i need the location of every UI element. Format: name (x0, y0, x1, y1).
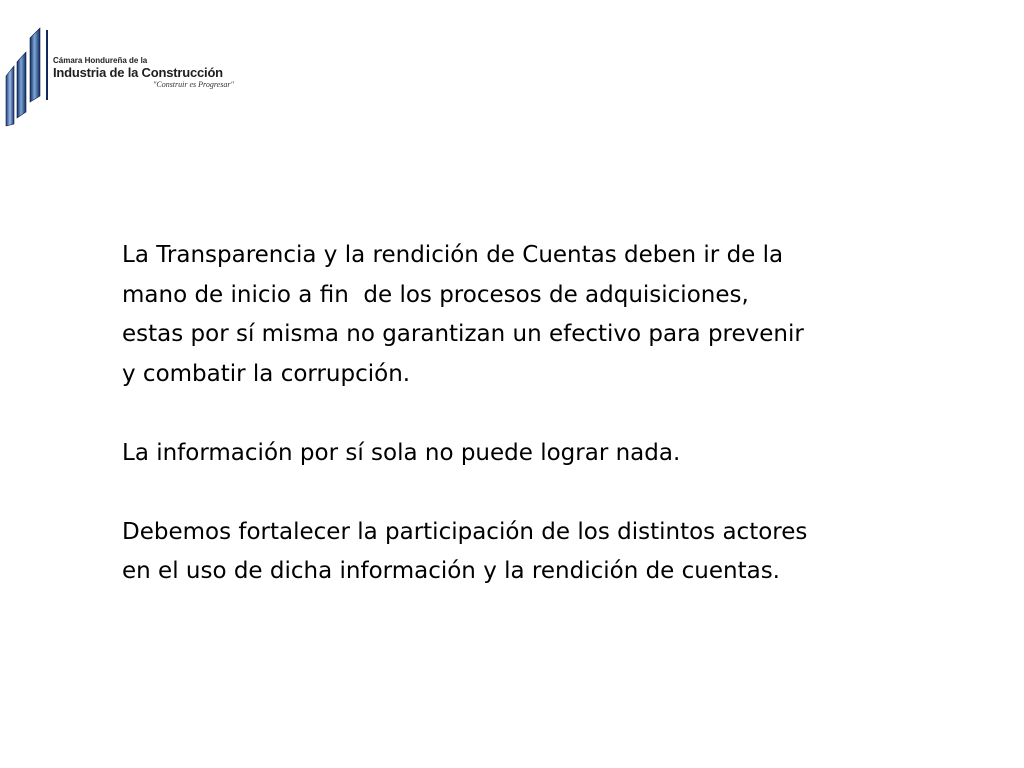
organization-logo (4, 26, 254, 130)
logo-wordmark (53, 56, 234, 89)
slide-body (122, 236, 982, 592)
building-columns-icon (4, 26, 54, 130)
logo-org-line2: Industria de la Construcción (53, 65, 223, 80)
paragraph-participation: Debemos fortalecer la participación de los distintos actores en el uso de dicha información y la rendición de cuentas. (122, 518, 808, 584)
paragraph-transparency: La Transparencia y la rendición de Cuentas deben ir de la mano de inicio a fin de los procesos de adquisiciones, estas por sí misma no garantizan un efectivo para prevenir y combatir la corrupción. (122, 242, 804, 387)
logo-tagline: "Construir es Progresar" (153, 80, 234, 89)
logo-org-line1: Cámara Hondureña de la (53, 56, 148, 65)
paragraph-information: La información por sí sola no puede lograr nada. (122, 439, 681, 466)
